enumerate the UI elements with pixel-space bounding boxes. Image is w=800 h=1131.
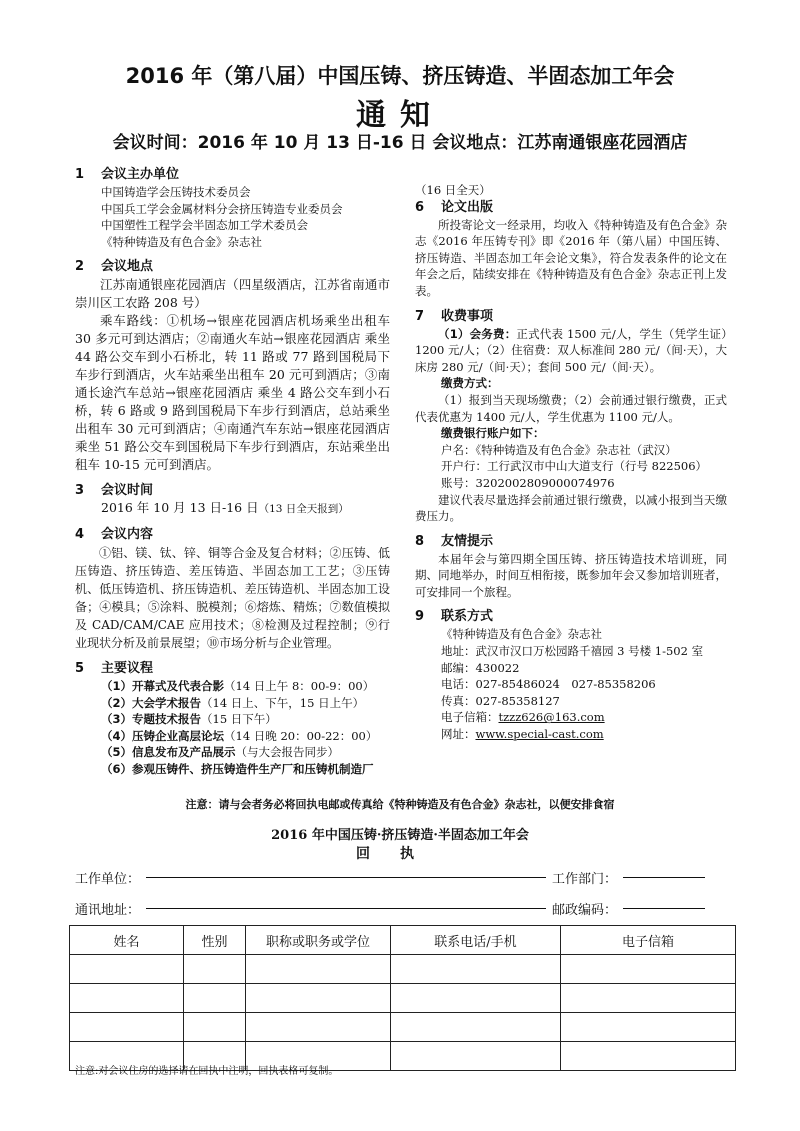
section-number: 3 <box>75 483 85 499</box>
form-row-work <box>75 868 725 887</box>
cell[interactable] <box>561 984 736 1013</box>
section-number: 6 <box>415 199 425 215</box>
cell[interactable] <box>246 955 391 984</box>
document-title: 2016 年（第八届）中国压铸、挤压铸造、半固态加工年会 <box>125 64 675 88</box>
agenda-label: （3）专题技术报告 <box>101 712 202 727</box>
contact-zip: 邮编：430022 <box>441 660 520 675</box>
section-publication <box>415 199 727 300</box>
section-number: 2 <box>75 259 85 275</box>
cell[interactable] <box>70 984 184 1013</box>
section-title: 友情提示 <box>441 533 494 549</box>
website-link[interactable]: www.special-cast.com <box>475 727 604 742</box>
table-row <box>70 955 736 984</box>
section-time <box>75 482 390 518</box>
column-header: 职称或职务或学位 <box>246 926 391 955</box>
section-contact <box>415 608 727 742</box>
table-row <box>70 1013 736 1042</box>
section-title: 联系方式 <box>441 609 494 625</box>
organizer: 中国铸造学会压铸技术委员会 <box>101 185 251 199</box>
venue-address: 江苏南通银座花园酒店（四星级酒店，江苏省南通市崇川区工农路 208 号） <box>75 277 390 311</box>
receipt-table <box>69 925 736 1071</box>
section-number: 1 <box>75 167 85 182</box>
contact-address: 地址：武汉市汉口万松园路千禧园 3 号楼 1-502 室 <box>441 644 704 659</box>
form-row-address <box>75 899 725 918</box>
bank-title: 缴费银行账户如下： <box>441 426 545 441</box>
table-row <box>70 984 736 1013</box>
section-title: 会议地点 <box>101 259 154 275</box>
fee-text: 正式代表 1500 元/人，学生（凭学生证）1200 元/人；（2）住宿费：双人标准间 280 元/（间·天），大床房 280 元/（间·天）；套间 500 元/（间·天）。 <box>415 326 727 374</box>
contact-org: 《特种铸造及有色合金》杂志社 <box>441 627 602 642</box>
section-number: 7 <box>415 308 425 324</box>
work-unit-label: 工作单位： <box>75 872 141 887</box>
section-number: 5 <box>75 660 85 676</box>
notice-text: 注意：请与会者务必将回执电邮或传真给《特种铸造及有色合金》杂志社，以便安排食宿 <box>185 798 615 811</box>
agenda-label: （1）开幕式及代表合影 <box>101 678 225 693</box>
agenda-label: （2）大会学术报告 <box>101 695 202 710</box>
address-label: 通讯地址： <box>75 903 141 918</box>
agenda-item <box>75 678 390 695</box>
receipt-title: 2016 年中国压铸·挤压铸造·半固态加工年会 <box>271 828 529 843</box>
department-label: 工作部门： <box>552 872 618 887</box>
receipt-footnote: 注意:对会议住房的选择请在回执中注明，回执表格可复制。 <box>75 1066 339 1077</box>
column-header: 性别 <box>184 926 246 955</box>
organizer: 中国兵工学会金属材料分会挤压铸造专业委员会 <box>101 201 343 216</box>
postal-code-label: 邮政编码： <box>552 903 618 918</box>
registration-note: （13 日全天报到） <box>258 503 349 516</box>
section-number: 9 <box>415 609 425 625</box>
bank-account-name: 户名：《特种铸造及有色合金》杂志社（武汉） <box>441 442 677 457</box>
cell[interactable] <box>561 955 736 984</box>
bank-branch: 开户行：工行武汉市中山大道支行（行号 822506） <box>441 459 708 474</box>
bank-account-number: 账号：3202002809000074976 <box>441 475 615 490</box>
agenda-time: （14 日上午 8：00-9：00） <box>224 678 375 693</box>
cell[interactable] <box>246 1013 391 1042</box>
fee-label: （1）会务费： <box>438 326 517 341</box>
column-header: 电子信箱 <box>561 926 736 955</box>
meeting-dates: 2016 年 10 月 13 日-16 日 <box>101 500 259 516</box>
cell[interactable] <box>184 984 246 1013</box>
agenda-time: （15 日下午） <box>201 712 277 727</box>
section-tips <box>415 533 727 601</box>
section-organizers <box>75 166 390 250</box>
agenda-time: （14 日上、下午，15 日上午） <box>201 695 365 710</box>
address-field[interactable] <box>146 908 546 909</box>
work-unit-field[interactable] <box>146 877 546 878</box>
agenda-label: （6）参观压铸件、挤压铸造件生产厂和压铸机制造厂 <box>101 761 374 776</box>
section-content <box>75 526 390 652</box>
section-venue <box>75 258 390 474</box>
document-subtitle: 通知 <box>356 98 444 133</box>
agenda-label: （4）压铸企业高层论坛 <box>101 728 225 743</box>
tips-text: 本届年会与第四期全国压铸、挤压铸造技术培训班，同期、同地举办，时间互相衔接，既参加年会又参加培训班者，可安排同一个旅程。 <box>415 551 727 599</box>
section-title: 会议内容 <box>101 526 154 542</box>
department-field[interactable] <box>623 877 705 878</box>
agenda-item <box>75 761 390 778</box>
agenda-item <box>75 744 390 761</box>
payment-advice: 建议代表尽量选择会前通过银行缴费，以减小报到当天缴费压力。 <box>415 492 727 524</box>
section-number: 4 <box>75 526 85 542</box>
email-label: 电子信箱： <box>441 710 499 725</box>
left-column <box>75 166 390 786</box>
transport-routes: 乘车路线：①机场→银座花园酒店机场乘坐出租车 30 多元可到达酒店；②南通火车站→银座花园酒店 乘坐 44 路公交车到小石桥北，转 11 路或 77 路到国税局下车步行到酒店，火车站乘坐出租车 20 元可到酒店；③南通长途汽车总站→银座花园酒店 乘坐 4 路公交车到小石桥，转 6 路或 9 路到国税局下车步行到酒店，总站乘坐出租车 30 元可到酒店；④南通汽车东站→银座花园酒店乘坐 51 路公交车到国税局下车步行到酒店，东站乘坐出租车 10-15 元可到酒店。 <box>75 313 390 473</box>
section-fees <box>415 308 727 525</box>
column-header: 联系电话/手机 <box>391 926 561 955</box>
contact-fax: 传真：027-85358127 <box>441 693 560 708</box>
cell[interactable] <box>561 1042 736 1071</box>
right-column <box>415 182 727 751</box>
cell[interactable] <box>391 955 561 984</box>
column-header: 姓名 <box>70 926 184 955</box>
cell[interactable] <box>246 984 391 1013</box>
postal-code-field[interactable] <box>623 908 705 909</box>
cell[interactable] <box>391 1013 561 1042</box>
website-label: 网址： <box>441 727 476 742</box>
section-title: 收费事项 <box>441 308 494 324</box>
cell[interactable] <box>70 955 184 984</box>
cell[interactable] <box>561 1013 736 1042</box>
contact-phone: 电话：027-85486024 027-85358206 <box>441 677 656 692</box>
section-title: 会议主办单位 <box>101 167 180 182</box>
section-agenda <box>75 660 390 778</box>
cell[interactable] <box>391 984 561 1013</box>
payment-text: （1）报到当天现场缴费；（2）会前通过银行缴费，正式代表优惠为 1400 元/人，学生优惠为 1100 元/人。 <box>415 392 727 424</box>
organizer: 中国塑性工程学会半固态加工学术委员会 <box>101 218 308 233</box>
section-title: 主要议程 <box>101 660 154 676</box>
section-title: 会议时间 <box>101 483 154 499</box>
agenda-item <box>75 695 390 712</box>
agenda-continuation: （16 日全天） <box>415 183 491 197</box>
section-title: 论文出版 <box>441 199 494 215</box>
publication-text: 所投寄论文一经录用，均收入《特种铸造及有色合金》杂志《2016 年压铸专刊》即《2016 年（第八届）中国压铸、挤压铸造、半固态加工年会论文集》，符合发表条件的论文在年会之后，陆续安排在《特种铸造及有色合金》杂志正刊上发表。 <box>415 217 727 298</box>
cell[interactable] <box>184 1013 246 1042</box>
receipt-subtitle: 回执 <box>356 846 444 862</box>
cell[interactable] <box>70 1013 184 1042</box>
meeting-meta: 会议时间：2016 年 10 月 13 日-16 日 会议地点：江苏南通银座花园酒店 <box>112 133 688 153</box>
agenda-item <box>75 728 390 745</box>
section-number: 8 <box>415 533 425 549</box>
topics: ①铝、镁、钛、锌、铜等合金及复合材料；②压铸、低压铸造、挤压铸造、差压铸造、半固态加工工艺；③压铸机、低压铸造机、挤压铸造机、差压铸造机、半固态加工设备；④模具；⑤涂料、脱模剂；⑥熔炼、精炼；⑦数值模拟及 CAD/CAM/CAE 应用技术；⑧检测及过程控制；⑨行业现状分析及前景展望；⑩市场分析与企业管理。 <box>75 545 390 650</box>
payment-title: 缴费方式： <box>441 376 499 391</box>
email-link[interactable]: tzzz626@163.com <box>498 710 605 725</box>
table-header-row <box>70 926 736 955</box>
agenda-item <box>75 711 390 728</box>
agenda-label: （5）信息发布及产品展示 <box>101 745 236 760</box>
agenda-time: （与大会报告同步） <box>235 745 340 760</box>
cell[interactable] <box>391 1042 561 1071</box>
cell[interactable] <box>184 955 246 984</box>
agenda-time: （14 日晚 20：00-22：00） <box>224 728 378 743</box>
organizer: 《特种铸造及有色合金》杂志社 <box>101 234 262 249</box>
